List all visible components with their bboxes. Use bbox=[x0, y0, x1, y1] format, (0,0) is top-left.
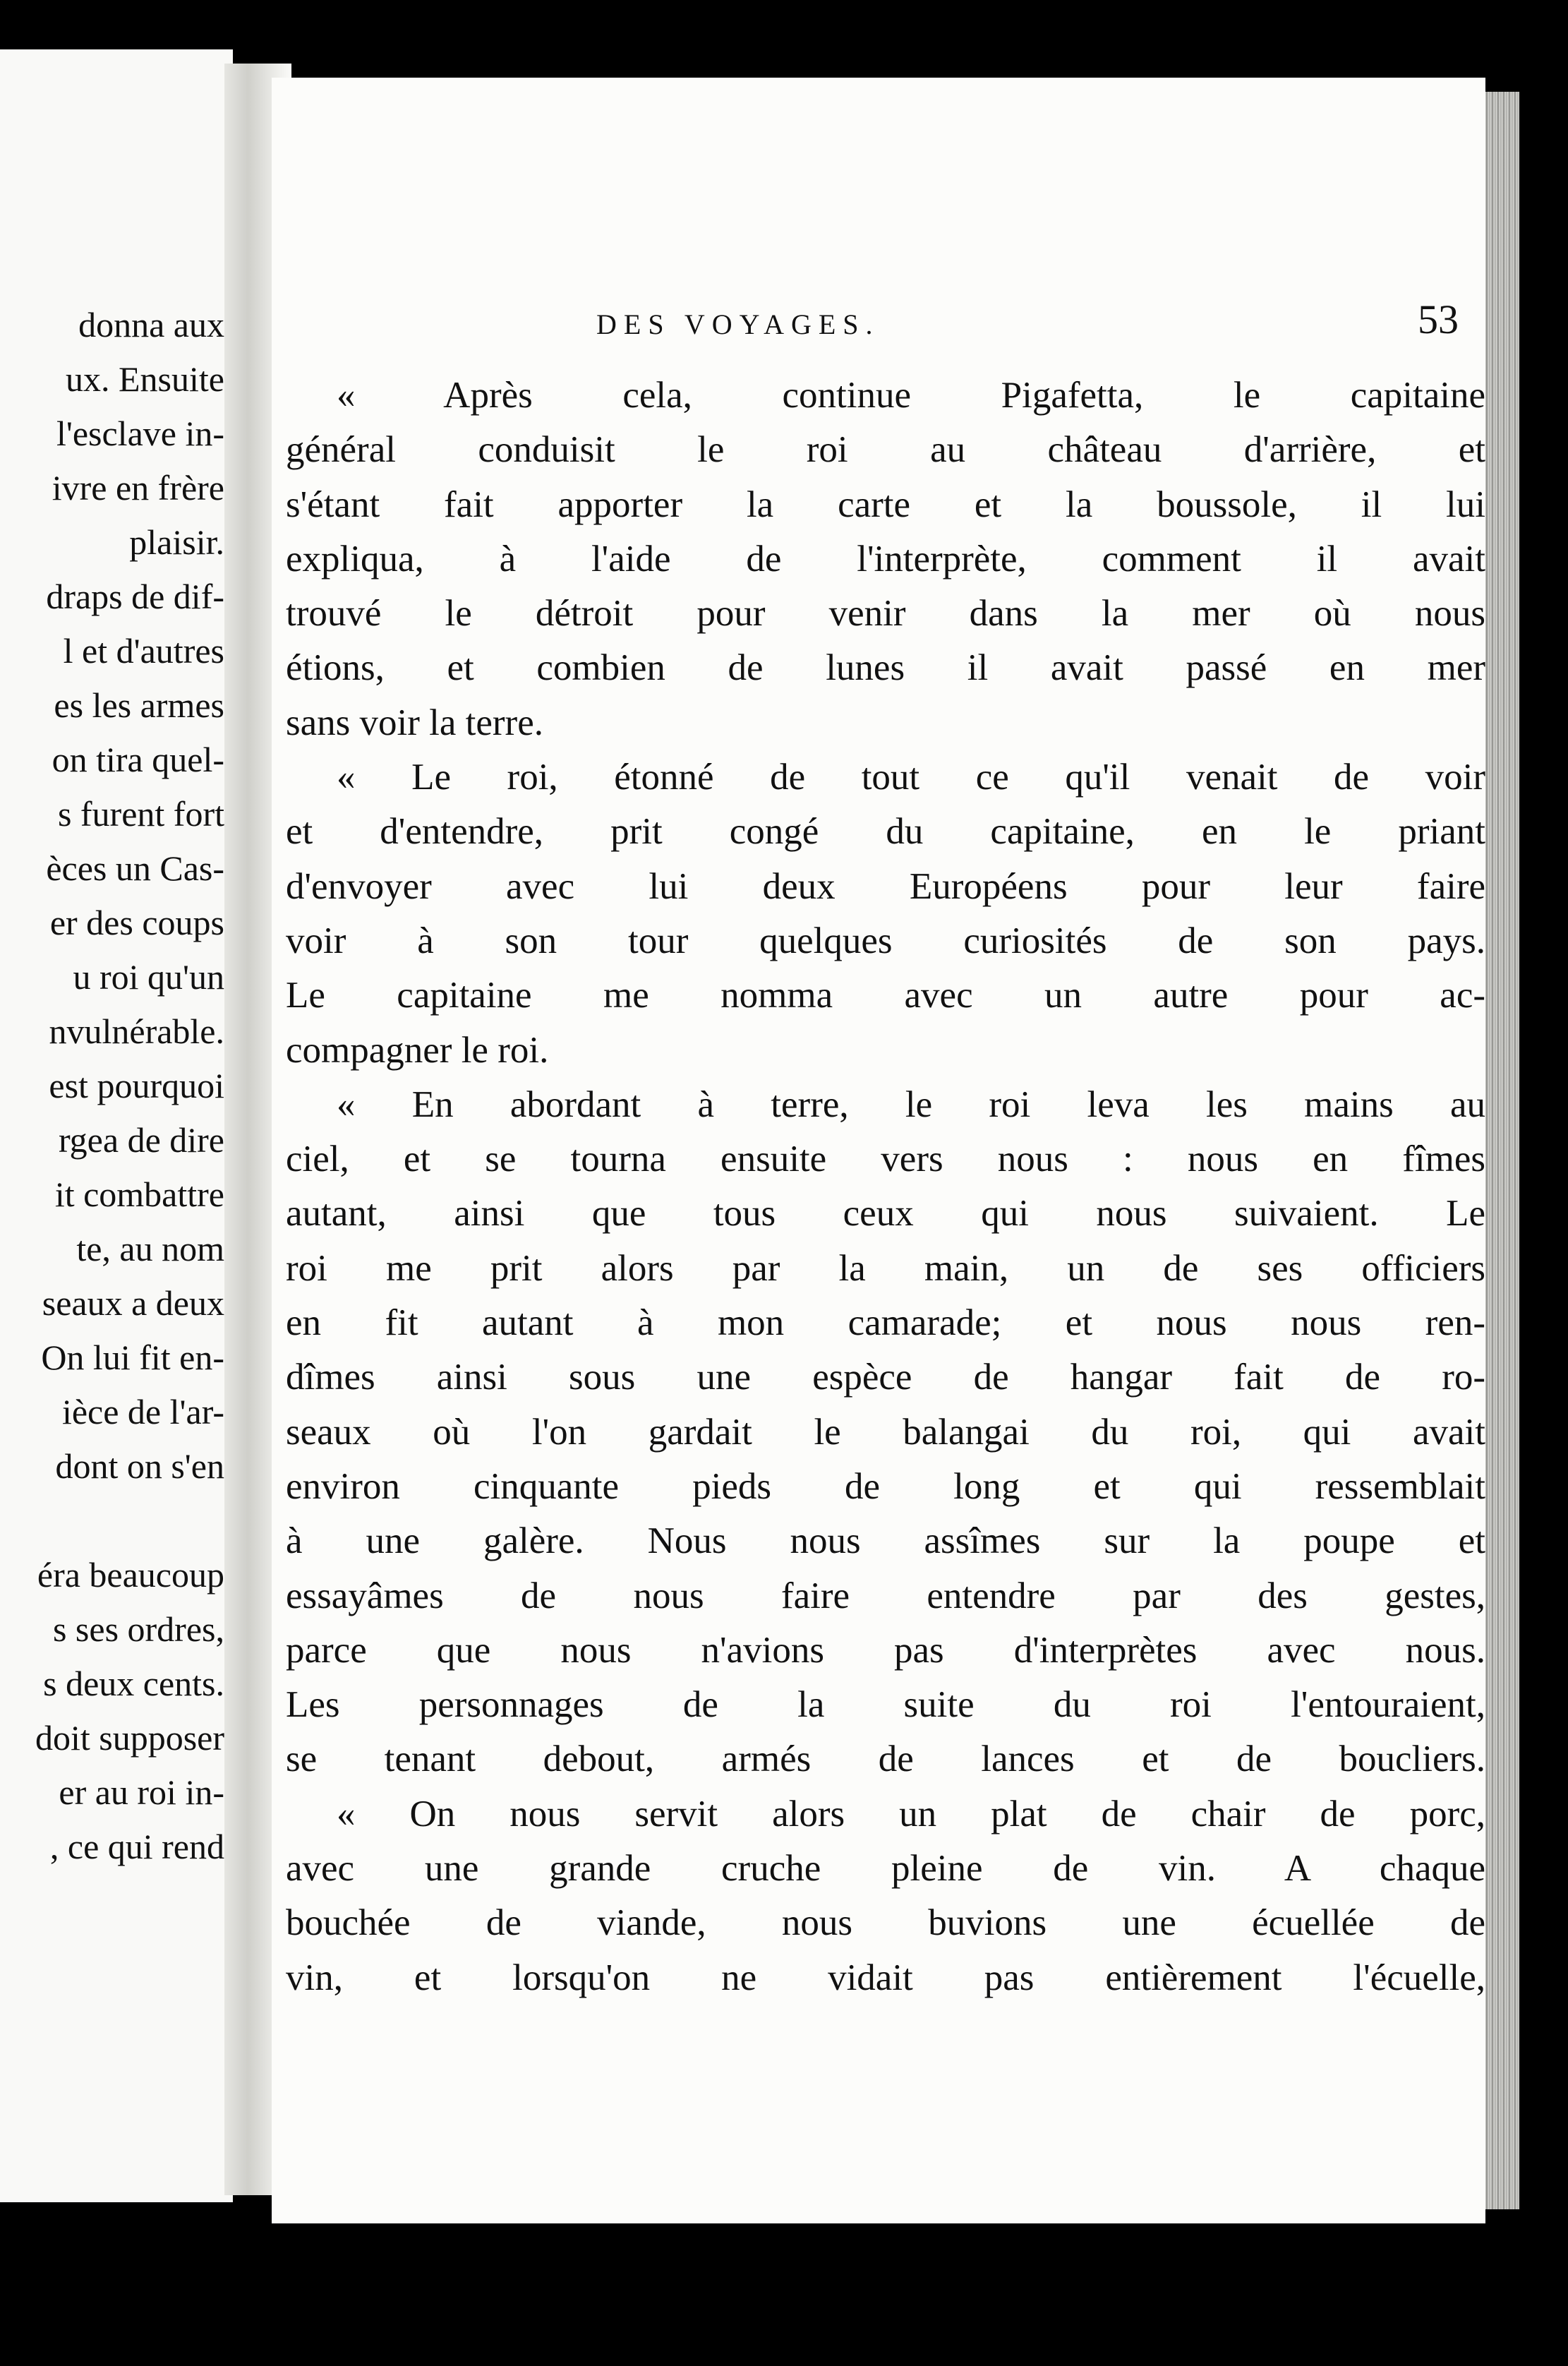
text-line: « Le roi, étonné de tout ce qu'il venait de voir bbox=[337, 757, 1485, 798]
left-page-line: On lui fit en- bbox=[41, 1338, 224, 1377]
text-line: trouvé le détroit pour venir dans la mer où nous bbox=[286, 593, 1485, 635]
text-line: à une galère. Nous nous assîmes sur la poupe et bbox=[286, 1520, 1485, 1562]
left-page-line: u roi qu'un bbox=[73, 957, 224, 997]
text-line: s'étant fait apporter la carte et la boussole, il lui bbox=[286, 484, 1485, 525]
text-line: en fit autant à mon camarade; et nous nous ren- bbox=[286, 1302, 1485, 1344]
left-page-line: s furent fort bbox=[57, 794, 224, 834]
left-page-line: seaux a deux bbox=[42, 1283, 224, 1323]
left-page-line: nvulnérable. bbox=[49, 1011, 224, 1051]
left-page-line: te, au nom bbox=[76, 1229, 224, 1268]
text-line: autant, ainsi que tous ceux qui nous suivaient. Le bbox=[286, 1193, 1485, 1235]
text-line: Le capitaine me nomma avec un autre pour ac- bbox=[286, 975, 1485, 1016]
page-header bbox=[272, 296, 1485, 360]
page-edge-striations bbox=[1485, 92, 1519, 2209]
left-page-line: ux. Ensuite bbox=[66, 359, 224, 399]
text-line: Les personnages de la suite du roi l'entouraient, bbox=[286, 1684, 1485, 1726]
left-page-line: er des coups bbox=[49, 903, 224, 942]
left-page-line: it combattre bbox=[54, 1175, 224, 1214]
left-page-line: èces un Cas- bbox=[46, 848, 224, 888]
text-line: se tenant debout, armés de lances et de boucliers. bbox=[286, 1739, 1485, 1780]
right-page bbox=[272, 78, 1485, 2223]
text-line: seaux où l'on gardait le balangai du roi, qui avait bbox=[286, 1411, 1485, 1453]
left-page-line: plaisir. bbox=[129, 522, 224, 562]
text-line: « En abordant à terre, le roi leva les mains au bbox=[337, 1083, 1485, 1125]
text-line: général conduisit le roi au château d'arrière, et bbox=[286, 429, 1485, 471]
text-line: dîmes ainsi sous une espèce de hangar fait de ro- bbox=[286, 1357, 1485, 1398]
text-line: « On nous servit alors un plat de chair de porc, bbox=[337, 1793, 1485, 1834]
text-line: ciel, et se tourna ensuite vers nous : nous en fîmes bbox=[286, 1139, 1485, 1180]
text-line: environ cinquante pieds de long et qui ressemblait bbox=[286, 1465, 1485, 1507]
text-line: étions, et combien de lunes il avait passé en mer bbox=[286, 647, 1485, 689]
text-line: voir à son tour quelques curiosités de son pays. bbox=[286, 920, 1485, 961]
left-page-line: draps de dif- bbox=[46, 577, 224, 616]
left-page-line: dont on s'en bbox=[55, 1446, 224, 1486]
left-page-line: donna aux bbox=[78, 305, 224, 344]
text-line: « Après cela, continue Pigafetta, le capitaine bbox=[337, 375, 1485, 416]
left-page-line: on tira quel- bbox=[52, 740, 224, 779]
left-page-line: s deux cents. bbox=[43, 1664, 224, 1703]
left-page-line: l et d'autres bbox=[63, 631, 224, 671]
text-line: essayâmes de nous faire entendre par des gestes, bbox=[286, 1575, 1485, 1616]
text-line: bouchée de viande, nous buvions une écuellée de bbox=[286, 1902, 1485, 1944]
text-line: et d'entendre, prit congé du capitaine, en le priant bbox=[286, 811, 1485, 853]
text-line: parce que nous n'avions pas d'interprètes avec nous. bbox=[286, 1629, 1485, 1671]
left-page-line: s ses ordres, bbox=[52, 1609, 224, 1649]
text-line: sans voir la terre. bbox=[286, 702, 543, 743]
text-line: compagner le roi. bbox=[286, 1029, 549, 1071]
text-line: avec une grande cruche pleine de vin. A chaque bbox=[286, 1848, 1485, 1890]
left-page bbox=[0, 49, 233, 2202]
text-line: d'envoyer avec lui deux Européens pour leur faire bbox=[286, 865, 1485, 907]
running-head: DES VOYAGES. bbox=[596, 308, 880, 340]
left-page-line: ivre en frère bbox=[52, 468, 224, 508]
left-page-line: er au roi in- bbox=[59, 1772, 224, 1812]
text-line: expliqua, à l'aide de l'interprète, comment il avait bbox=[286, 538, 1485, 580]
left-page-line: est pourquoi bbox=[49, 1066, 224, 1105]
page-body-text bbox=[286, 368, 1485, 2005]
left-page-line: es les armes bbox=[54, 685, 224, 725]
left-page-line: ièce de l'ar- bbox=[61, 1392, 224, 1431]
left-page-line: rgea de dire bbox=[58, 1120, 224, 1160]
text-line: vin, et lorsqu'on ne vidait pas entièrement l'écuelle, bbox=[286, 1957, 1485, 1998]
text-line: roi me prit alors par la main, un de ses officiers bbox=[286, 1247, 1485, 1289]
left-page-line: doit supposer bbox=[35, 1718, 224, 1758]
page-number: 53 bbox=[1418, 296, 1459, 342]
left-page-line: l'esclave in- bbox=[56, 414, 224, 453]
left-page-line: , ce qui rend bbox=[49, 1827, 224, 1866]
left-page-line: éra beaucoup bbox=[37, 1555, 224, 1595]
